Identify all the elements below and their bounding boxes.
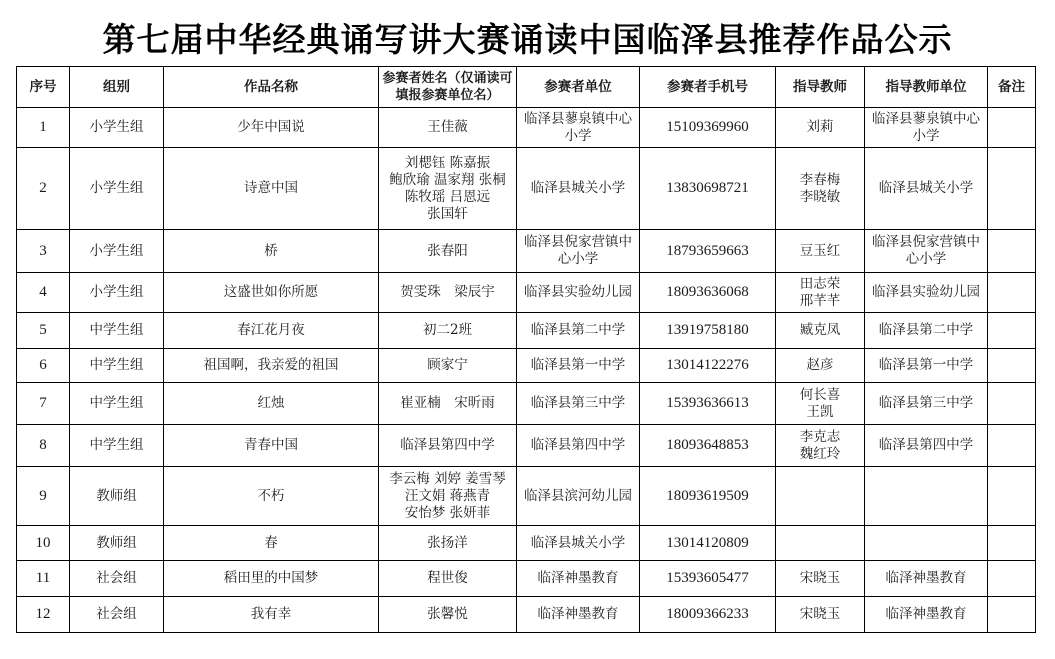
- cell-work: 红烛: [164, 383, 379, 425]
- cell-unit: 临泽县蓼泉镇中心小学: [517, 108, 640, 148]
- table-row: [17, 230, 1036, 273]
- cell-index: 9: [17, 467, 70, 526]
- cell-remarks: [988, 313, 1036, 349]
- cell-group: 小学生组: [70, 148, 164, 230]
- cell-unit: 临泽县第三中学: [517, 383, 640, 425]
- cell-phone: 15393605477: [640, 561, 776, 597]
- cell-unit: 临泽县滨河幼儿园: [517, 467, 640, 526]
- cell-index: 2: [17, 148, 70, 230]
- cell-work: 少年中国说: [164, 108, 379, 148]
- cell-remarks: [988, 108, 1036, 148]
- cell-teacher-unit: 临泽县实验幼儿园: [865, 273, 988, 313]
- cell-phone: 13830698721: [640, 148, 776, 230]
- cell-phone: 18093648853: [640, 425, 776, 467]
- table-row: [17, 273, 1036, 313]
- cell-unit: 临泽县城关小学: [517, 526, 640, 561]
- cell-participants: 初二2班: [379, 313, 517, 349]
- cell-teacher: 宋晓玉: [776, 561, 865, 597]
- cell-teacher-unit: 临泽县第四中学: [865, 425, 988, 467]
- table-row: [17, 467, 1036, 526]
- cell-group: 中学生组: [70, 313, 164, 349]
- cell-group: 教师组: [70, 467, 164, 526]
- cell-teacher-unit: [865, 467, 988, 526]
- cell-teacher: 赵彦: [776, 349, 865, 383]
- table-row: [17, 597, 1036, 633]
- cell-index: 6: [17, 349, 70, 383]
- cell-unit: 临泽县城关小学: [517, 148, 640, 230]
- cell-participants: 贺雯珠 梁辰宇: [379, 273, 517, 313]
- cell-teacher: 李春梅 李晓敏: [776, 148, 865, 230]
- cell-teacher-unit: 临泽县第三中学: [865, 383, 988, 425]
- table-row: [17, 108, 1036, 148]
- cell-teacher: 豆玉红: [776, 230, 865, 273]
- cell-work: 诗意中国: [164, 148, 379, 230]
- cell-group: 中学生组: [70, 425, 164, 467]
- cell-remarks: [988, 467, 1036, 526]
- cell-phone: 18793659663: [640, 230, 776, 273]
- cell-phone: 15393636613: [640, 383, 776, 425]
- cell-remarks: [988, 349, 1036, 383]
- cell-work: 这盛世如你所愿: [164, 273, 379, 313]
- recommendation-table: [16, 66, 1036, 633]
- cell-teacher: 何长喜 王凯: [776, 383, 865, 425]
- header-teacher-unit: 指导教师单位: [865, 67, 988, 108]
- header-phone: 参赛者手机号: [640, 67, 776, 108]
- cell-work: 春江花月夜: [164, 313, 379, 349]
- table-row: [17, 313, 1036, 349]
- cell-teacher: [776, 467, 865, 526]
- cell-unit: 临泽县第一中学: [517, 349, 640, 383]
- cell-participants: 李云梅 刘婷 姜雪琴 汪文娟 蒋燕青 安怡梦 张妍菲: [379, 467, 517, 526]
- table-body: [17, 108, 1036, 633]
- cell-teacher: 宋晓玉: [776, 597, 865, 633]
- cell-work: 祖国啊，我亲爱的祖国: [164, 349, 379, 383]
- cell-unit: 临泽县第二中学: [517, 313, 640, 349]
- cell-phone: 18093636068: [640, 273, 776, 313]
- cell-remarks: [988, 561, 1036, 597]
- cell-participants: 临泽县第四中学: [379, 425, 517, 467]
- cell-index: 7: [17, 383, 70, 425]
- cell-unit: 临泽县倪家营镇中心小学: [517, 230, 640, 273]
- cell-index: 5: [17, 313, 70, 349]
- cell-group: 小学生组: [70, 108, 164, 148]
- cell-teacher: [776, 526, 865, 561]
- cell-index: 11: [17, 561, 70, 597]
- cell-work: 稻田里的中国梦: [164, 561, 379, 597]
- cell-group: 中学生组: [70, 349, 164, 383]
- cell-teacher-unit: 临泽县城关小学: [865, 148, 988, 230]
- cell-index: 3: [17, 230, 70, 273]
- cell-group: 中学生组: [70, 383, 164, 425]
- cell-teacher-unit: 临泽县蓼泉镇中心小学: [865, 108, 988, 148]
- cell-teacher-unit: 临泽神墨教育: [865, 561, 988, 597]
- cell-teacher-unit: [865, 526, 988, 561]
- cell-participants: 崔亚楠 宋昕雨: [379, 383, 517, 425]
- cell-phone: 13014120809: [640, 526, 776, 561]
- cell-teacher-unit: 临泽神墨教育: [865, 597, 988, 633]
- cell-teacher: 刘莉: [776, 108, 865, 148]
- cell-index: 8: [17, 425, 70, 467]
- cell-phone: 13919758180: [640, 313, 776, 349]
- cell-group: 社会组: [70, 597, 164, 633]
- cell-index: 4: [17, 273, 70, 313]
- cell-remarks: [988, 148, 1036, 230]
- cell-remarks: [988, 425, 1036, 467]
- cell-group: 小学生组: [70, 230, 164, 273]
- header-remarks: 备注: [988, 67, 1036, 108]
- cell-remarks: [988, 230, 1036, 273]
- cell-work: 不朽: [164, 467, 379, 526]
- header-row: [17, 67, 1036, 108]
- cell-participants: 顾家宁: [379, 349, 517, 383]
- cell-participants: 王佳薇: [379, 108, 517, 148]
- cell-index: 1: [17, 108, 70, 148]
- table-row: [17, 383, 1036, 425]
- header-index: 序号: [17, 67, 70, 108]
- cell-group: 小学生组: [70, 273, 164, 313]
- cell-work: 我有幸: [164, 597, 379, 633]
- cell-work: 春: [164, 526, 379, 561]
- cell-phone: 18093619509: [640, 467, 776, 526]
- cell-phone: 13014122276: [640, 349, 776, 383]
- table-row: [17, 526, 1036, 561]
- page-title: 第七届中华经典诵写讲大赛诵读中国临泽县推荐作品公示: [102, 20, 953, 59]
- cell-teacher: 臧克凤: [776, 313, 865, 349]
- cell-unit: 临泽县第四中学: [517, 425, 640, 467]
- cell-teacher-unit: 临泽县倪家营镇中心小学: [865, 230, 988, 273]
- cell-remarks: [988, 597, 1036, 633]
- cell-participants: 张扬洋: [379, 526, 517, 561]
- cell-group: 社会组: [70, 561, 164, 597]
- cell-work: 桥: [164, 230, 379, 273]
- header-group: 组别: [70, 67, 164, 108]
- cell-teacher: 田志荣 邢芊芊: [776, 273, 865, 313]
- table-row: [17, 425, 1036, 467]
- table-row: [17, 561, 1036, 597]
- cell-index: 12: [17, 597, 70, 633]
- cell-remarks: [988, 383, 1036, 425]
- cell-teacher: 李克志 魏红玲: [776, 425, 865, 467]
- cell-teacher-unit: 临泽县第一中学: [865, 349, 988, 383]
- cell-teacher-unit: 临泽县第二中学: [865, 313, 988, 349]
- header-unit: 参赛者单位: [517, 67, 640, 108]
- cell-unit: 临泽神墨教育: [517, 561, 640, 597]
- cell-remarks: [988, 526, 1036, 561]
- cell-index: 10: [17, 526, 70, 561]
- cell-unit: 临泽县实验幼儿园: [517, 273, 640, 313]
- cell-participants: 刘楒钰 陈嘉振 鲍欣瑜 温家翔 张桐 陈牧瑶 吕恩远 张国轩: [379, 148, 517, 230]
- cell-group: 教师组: [70, 526, 164, 561]
- header-participants: 参赛者姓名（仅诵读可填报参赛单位名）: [379, 67, 517, 108]
- cell-participants: 张馨悦: [379, 597, 517, 633]
- table-row: [17, 148, 1036, 230]
- cell-phone: 18009366233: [640, 597, 776, 633]
- cell-work: 青春中国: [164, 425, 379, 467]
- cell-participants: 程世俊: [379, 561, 517, 597]
- table-row: [17, 349, 1036, 383]
- cell-phone: 15109369960: [640, 108, 776, 148]
- cell-unit: 临泽神墨教育: [517, 597, 640, 633]
- header-teacher: 指导教师: [776, 67, 865, 108]
- header-work: 作品名称: [164, 67, 379, 108]
- cell-participants: 张春阳: [379, 230, 517, 273]
- cell-remarks: [988, 273, 1036, 313]
